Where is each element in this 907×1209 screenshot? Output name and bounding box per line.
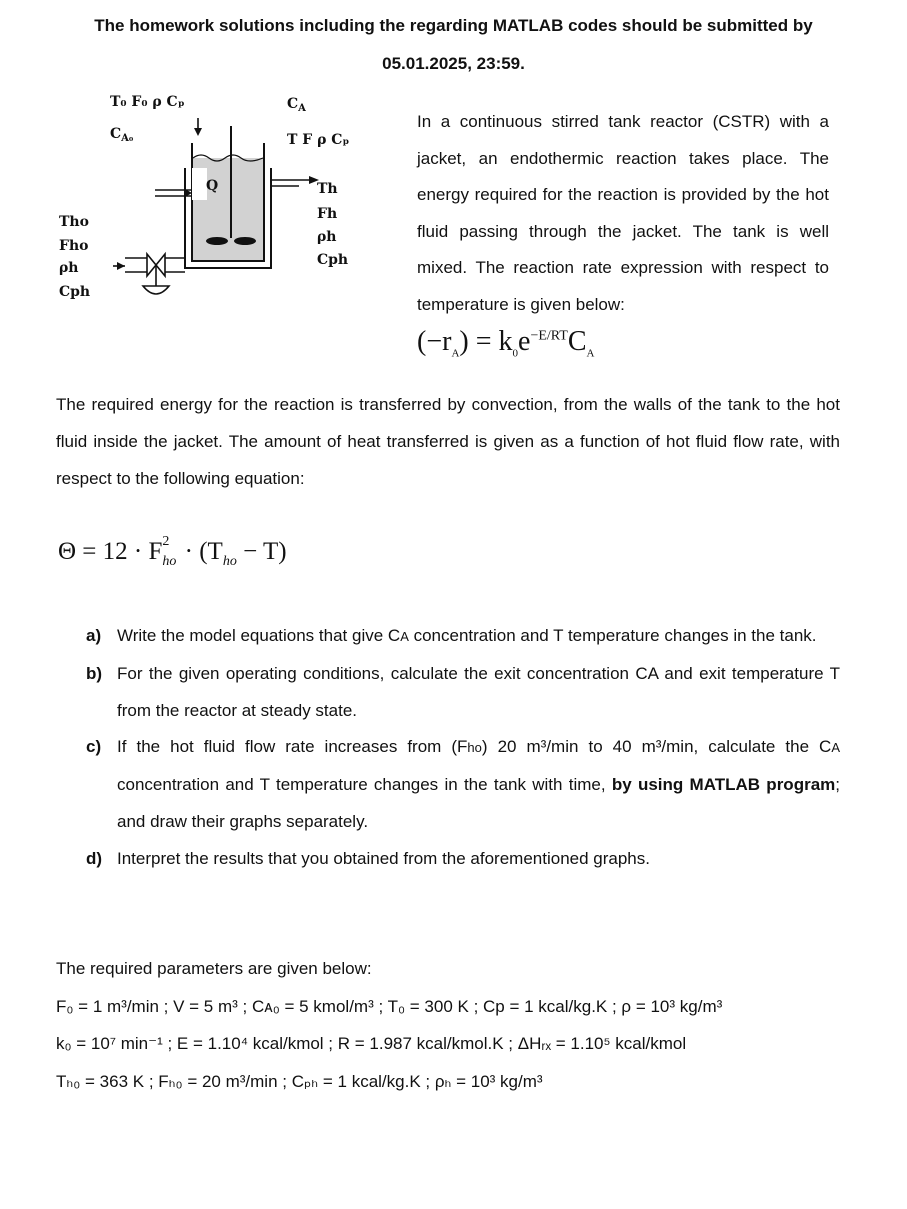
jacket-outlet-label-1: Th — [317, 181, 338, 197]
question-c: c) If the hot fluid flow rate increases from (Fho) 20 m³/min to 40 m³/min, calculate the CA concentration and T temperature changes in the tank with time, by using MATLAB program; and draw their graphs separately. — [86, 729, 840, 840]
header-deadline-line1: The homework solutions including the regarding MATLAB codes should be submitted by — [94, 16, 813, 35]
question-d: d) Interpret the results that you obtained from the aforementioned graphs. — [86, 841, 840, 878]
jacket-outlet-label-3: ρh — [317, 229, 337, 245]
parameters-row-3: Tₕ₀ = 363 K ; Fₕ₀ = 20 m³/min ; Cₚₕ = 1 kcal/kg.K ; ρₕ = 10³ kg/m³ — [56, 1071, 543, 1091]
heat-equation: Θ = 12 · F 2 ho · $(T_{ho} - T)$ — [58, 534, 287, 569]
outlet-concentration-label: $C_A$ — [287, 96, 306, 114]
parameters-row-1: F₀ = 1 m³/min ; V = 5 m³ ; Cᴀ₀ = 5 kmol/m³ ; T₀ = 300 K ; Cp = 1 kcal/kg.K ; ρ = 10³ kg/m³ — [56, 996, 723, 1016]
cstr-diagram — [55, 88, 415, 318]
heat-q-label: Q — [206, 178, 219, 194]
parameters-section — [56, 950, 856, 1100]
question-b: b) For the given operating conditions, calculate the exit concentration CA and exit temperature T from the reactor at steady state. — [86, 656, 840, 730]
jacket-outlet-label-4: Cph — [317, 252, 349, 268]
parameters-row-2: k₀ = 10⁷ min⁻¹ ; E = 1.10⁴ kcal/kmol ; R = 1.987 kcal/kmol.K ; ΔHᵣₓ = 1.10⁵ kcal/kmol — [56, 1034, 687, 1053]
outlet-properties-label: T F ρ Cₚ — [287, 132, 350, 148]
question-a: a) Write the model equations that give CA concentration and T temperature changes in the tank. — [86, 618, 840, 656]
header-deadline-date: 05.01.2025, 23:59. — [382, 54, 525, 73]
jacket-inlet-label-3: ρh — [59, 260, 79, 276]
feed-properties-label: T₀ F₀ ρ Cₚ — [110, 94, 185, 110]
jacket-outlet-label-2: Fh — [317, 206, 338, 222]
question-list — [86, 618, 840, 878]
question-letter: d) — [86, 848, 103, 868]
jacket-inlet-label-1: Tho — [59, 214, 89, 230]
question-letter: b) — [86, 663, 103, 683]
heat-transfer-paragraph: The required energy for the reaction is transferred by convection, from the walls of the tank to the hot fluid inside the jacket. The amount of heat transferred is given as a function of hot fluid flow rate, with respect to the following equation: — [56, 395, 840, 488]
jacket-inlet-label-2: Fho — [59, 238, 89, 254]
intro-paragraph: In a continuous stirred tank reactor (CSTR) with a jacket, an endothermic reaction takes place. The energy required for the reaction is provided by the hot fluid passing through the jacket. The tank is well mixed. The reaction rate expression with respect to temperature is given below: — [417, 112, 829, 314]
parameters-title: The required parameters are given below: — [56, 959, 372, 978]
feed-concentration-label: $C_{A_0}$ — [110, 126, 134, 144]
jacket-inlet-label-4: Cph — [59, 284, 91, 300]
question-letter: c) — [86, 737, 102, 757]
question-letter: a) — [86, 626, 102, 645]
rate-equation: $(-r_A) = k_0e^{-E/RT}C_A$ — [417, 326, 595, 360]
